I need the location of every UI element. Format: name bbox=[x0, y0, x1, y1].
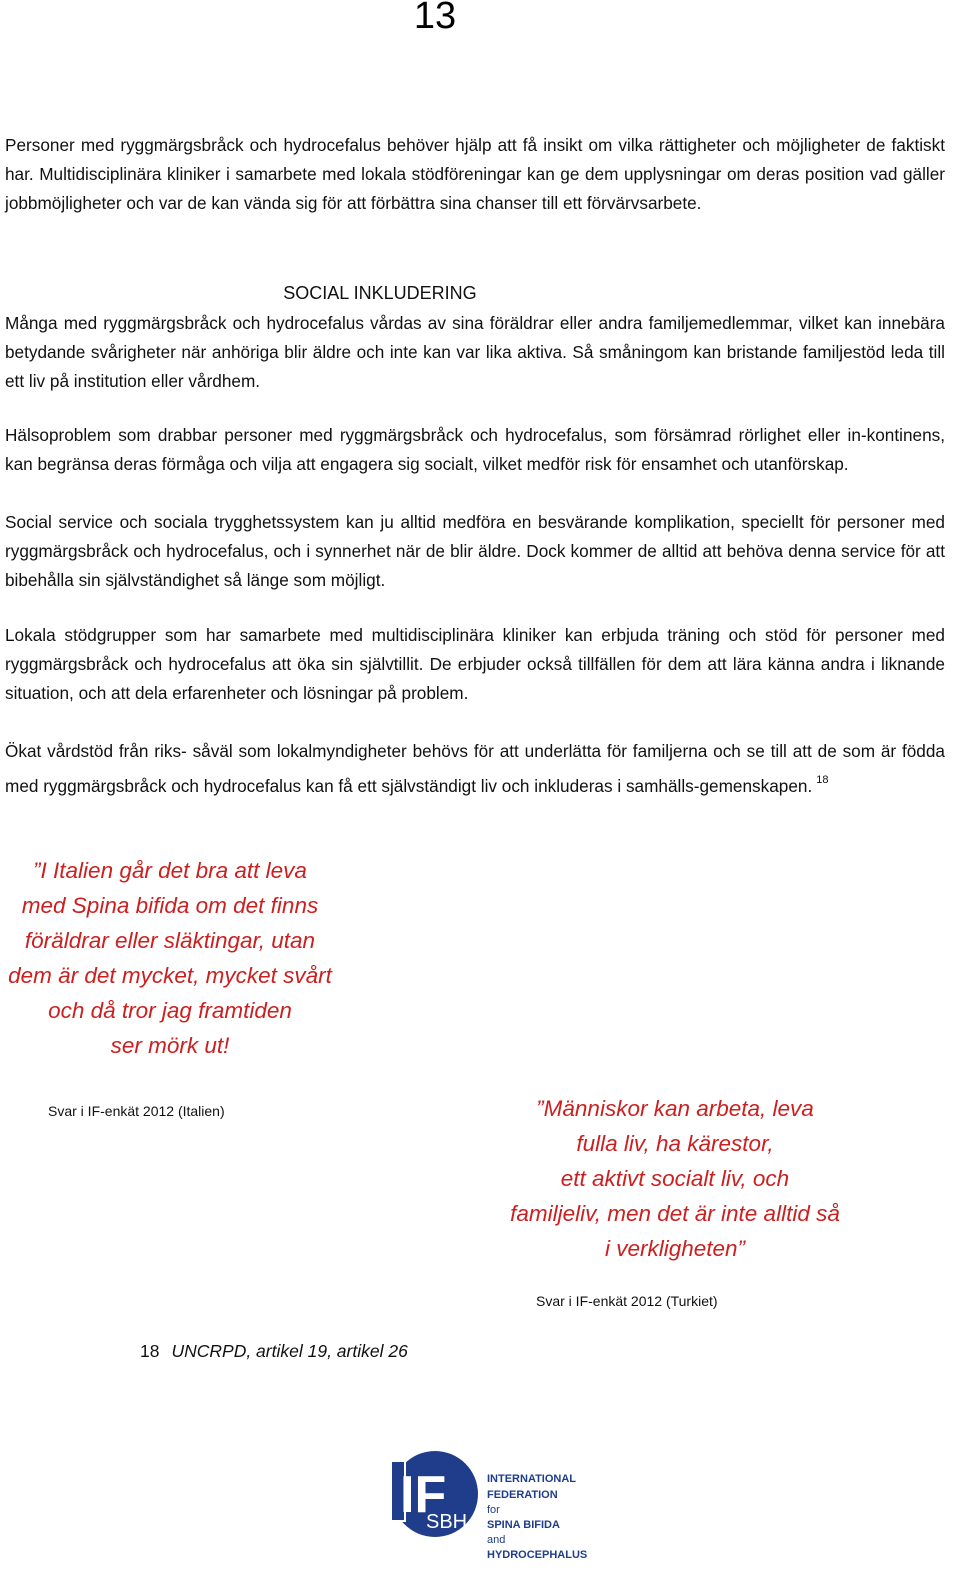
quote-line: föräldrar eller släktingar, utan bbox=[24, 928, 316, 953]
paragraph-health-problems: Hälsoproblem som drabbar personer med ryggmärgsbråck och hydrocefalus, som försämrad rörlighet eller in-kontinens, kan begränsa deras förmåga och vilja att engagera sig socialt, vilket medför risk för ensamhet och utanförskap. bbox=[5, 425, 945, 475]
section-heading: SOCIAL INKLUDERING bbox=[283, 283, 477, 303]
footnote-number: 18 bbox=[140, 1341, 160, 1361]
quote-line: och då tror jag framtiden bbox=[48, 998, 292, 1023]
ifsbh-logo bbox=[390, 1446, 590, 1566]
quote-line: i verkligheten” bbox=[604, 1236, 746, 1261]
quote-italy bbox=[0, 853, 340, 1063]
quote-line: ett aktivt socialt liv, och bbox=[560, 1166, 790, 1191]
logo-text-line: and bbox=[487, 1534, 506, 1546]
quote-turkey-source: Svar i IF-enkät 2012 (Turkiet) bbox=[536, 1293, 718, 1309]
logo-mark-letters: IF bbox=[400, 1466, 447, 1524]
ifsbh-logo-mark bbox=[390, 1446, 590, 1566]
footnote-ref: 18 bbox=[816, 774, 829, 787]
paragraph-care-support bbox=[5, 737, 945, 801]
paragraph-care-support-text: Ökat vårdstöd från riks- såväl som lokalmyndigheter behövs för att underlätta för familjerna och se till att de som är födda med ryggmärgsbråck och hydrocefalus kan få ett självständigt liv och inkluderas i samhälls-gemenskapen. bbox=[5, 741, 945, 797]
quote-line: fulla liv, ha kärestor, bbox=[576, 1131, 774, 1156]
page-number: 13 bbox=[413, 0, 457, 37]
quote-line: ser mörk ut! bbox=[110, 1033, 230, 1058]
quote-line: med Spina bifida om det finns bbox=[21, 893, 319, 918]
quote-line: familjeliv, men det är inte alltid så bbox=[510, 1201, 840, 1226]
paragraph-social-service: Social service och sociala trygghetssystem kan ju alltid medföra en besvärande komplikation, speciellt för personer med ryggmärgsbråck och hydrocefalus, och i synnerhet när de blir äldre. Dock kommer de alltid att behöva denna service för att bibehålla sin självständighet så länge som möjligt. bbox=[5, 512, 945, 591]
quote-line: dem är det mycket, mycket svårt bbox=[8, 963, 332, 988]
quote-italy-source: Svar i IF-enkät 2012 (Italien) bbox=[48, 1103, 225, 1119]
paragraph-rights: Personer med ryggmärgsbråck och hydrocefalus behöver hjälp att få insikt om vilka rättigheter och möjligheter de faktiskt har. Multidisciplinära kliniker i samarbete med lokala stödföreningar kan ge dem upplysningar om deras position vad gäller jobbmöjligheter och var de kan vända sig för att förbättra sina chanser till ett förvärvsarbete. bbox=[5, 135, 945, 214]
paragraph-support-groups: Lokala stödgrupper som har samarbete med multidisciplinära kliniker kan erbjuda träning och stöd för personer med ryggmärgsbråck och hydrocefalus att öka sin självtillit. De erbjuder också tillfällen för dem att lära känna andra i liknande situation, och att dela erfarenheter och lösningar på problem. bbox=[5, 625, 945, 704]
logo-text-line: HYDROCEPHALUS bbox=[487, 1549, 588, 1561]
footnote-text: UNCRPD, artikel 19, artikel 26 bbox=[171, 1341, 408, 1361]
footnote bbox=[140, 1338, 408, 1364]
paragraph-family-care: Många med ryggmärgsbråck och hydrocefalus vårdas av sina föräldrar eller andra familjemedlemmar, vilket kan innebära betydande svårigheter när anhöriga blir äldre och inte kan var lika aktiva. Så småningom kan bristande familjestöd leda till ett liv på institution eller vårdhem. bbox=[5, 313, 945, 392]
logo-text-line: INTERNATIONAL bbox=[487, 1473, 577, 1485]
quote-line: ”Människor kan arbeta, leva bbox=[536, 1096, 814, 1121]
logo-text-line: FEDERATION bbox=[487, 1489, 558, 1501]
logo-mark-sub: SBH bbox=[426, 1511, 468, 1533]
logo-text-line: for bbox=[487, 1504, 500, 1516]
quote-turkey bbox=[480, 1091, 870, 1266]
quote-line: ”I Italien går det bra att leva bbox=[33, 858, 307, 883]
logo-text-line: SPINA BIFIDA bbox=[487, 1519, 560, 1531]
